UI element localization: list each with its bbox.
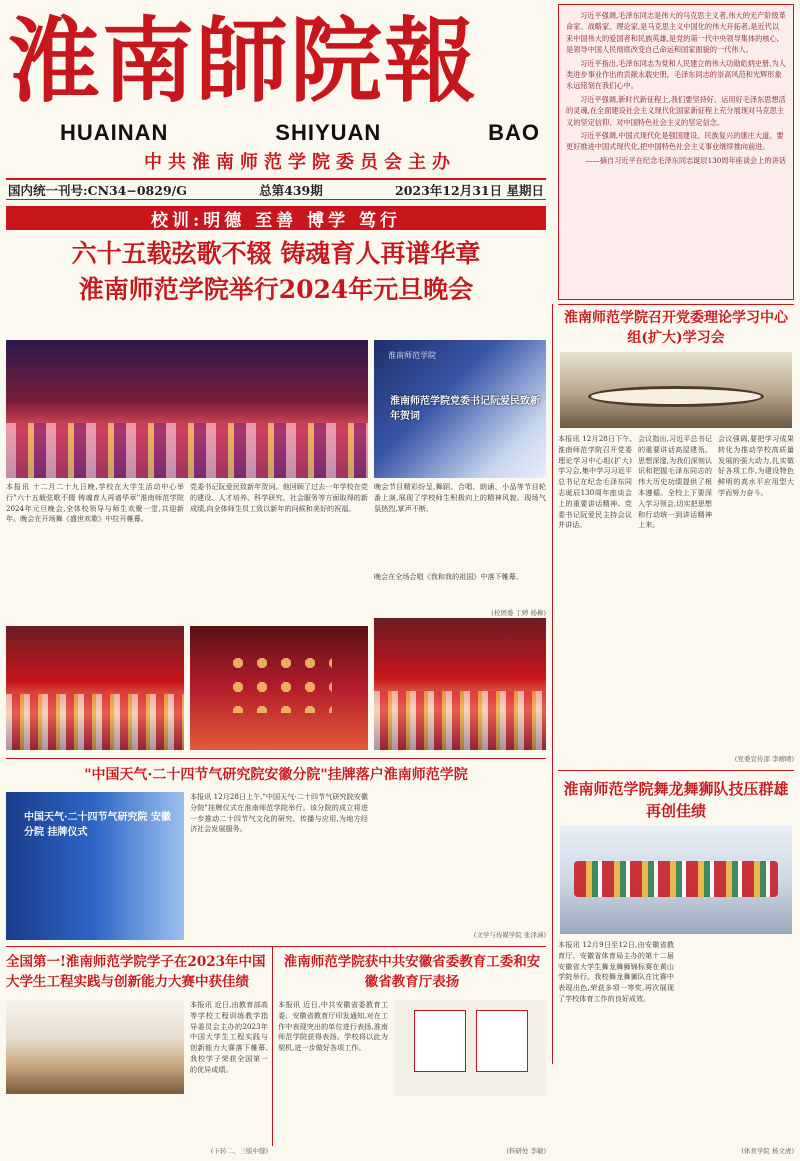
document-card [476, 1010, 528, 1072]
screen-logo: 淮南师范学院 [388, 351, 436, 360]
meeting-photo [560, 352, 792, 428]
ceremony-banner-text: 中国天气·二十四节气研究院 安徽分院 挂牌仪式 [24, 812, 171, 838]
story-3-col-1: 本报讯 12月28日上午,"中国天气·二十四节气研究院安徽分院"挂牌仪式在淮南师范学院举行。该分院的成立将进一步推动二十四节气文化的研究、传播与应用,为地方经济社会发展服务。 [190, 792, 368, 834]
column-divider [552, 304, 553, 1064]
screen-title: 淮南师范学院党委书记阮爱民致新年贺词 [390, 396, 540, 422]
right-1-col-2: 会议指出,习近平总书记的重要讲话高屋建瓴、思想深邃,为我们深刻认识和把握毛泽东同志的伟大历史功绩提供了根本遵循。全校上下要深入学习领会,切实把思想和行动统一到讲话精神上来。 [638, 434, 712, 530]
story-5-col-1: 本报讯 近日,中共安徽省委教育工委、安徽省教育厅印发通知,对在工作中表现突出的单位进行表扬,淮南师范学院获得表扬。学校将以此为契机,进一步做好各项工作。 [278, 1000, 388, 1053]
competition-photo [6, 1000, 184, 1094]
quote-paragraph: 习近平强调,毛泽东同志是伟大的马克思主义者,伟大的无产阶级革命家、战略家、理论家,是马克思主义中国化的伟大开拓者,是近代以来中国伟大的爱国者和民族英雄,是党的第一代中央领导集体的核心,是领导中国人民彻底改变自己命运和国家面貌的一代伟人。 [566, 11, 786, 55]
issue-info-row [6, 178, 546, 200]
lead-body-col-3: 晚会节目精彩纷呈,舞蹈、合唱、朗诵、小品等节目轮番上演,展现了学校师生积极向上的精神风貌。现场气氛热烈,掌声不断。 [374, 482, 546, 513]
right-story-2-title: 淮南师范学院舞龙舞狮队技压群雄再创佳绩 [563, 780, 789, 820]
lead-body-col-1: 本报讯 十二月二十九日晚,学校在大学生活动中心举行"六十五载弦歌不辍 铸魂育人再谱华章"淮南师范学院2024年元旦晚会,全体校领导与师生欢聚一堂,共迎新年。晚会在开场舞《盛世欢歌》中拉开帷幕。 [6, 482, 184, 524]
rule-line [6, 758, 546, 759]
headline-line-2: 淮南师范学院举行2024年元旦晚会 [78, 275, 474, 304]
story-5-title: 淮南师范学院获中共安徽省委教育工委和安徽省教育厅表扬 [283, 954, 541, 990]
gala-photo-2 [6, 626, 184, 750]
story-4-col-2 [6, 1100, 268, 1142]
gala-photo-4 [374, 618, 546, 750]
quote-signature: ——摘自习近平在纪念毛泽东同志诞辰130周年座谈会上的讲话 [585, 155, 786, 165]
masthead-pinyin [60, 120, 540, 146]
dragon-dance-photo [560, 826, 792, 934]
lead-body-col-2: 党委书记阮爱民致新年贺词。他回顾了过去一年学校在党的建设、人才培养、科学研究、社会服务等方面取得的新成绩,向全体师生员工致以新年的问候和美好的祝福。 [190, 482, 368, 513]
pinyin-2: SHIYUAN [275, 120, 382, 145]
quote-box [558, 4, 794, 300]
document-card [414, 1010, 466, 1072]
commendation-docs-photo [394, 1000, 546, 1096]
story-4-title: 全国第一!淮南师范学院学子在2023年中国大学生工程实践与创新能力大赛中获佳绩 [6, 954, 266, 990]
lead-body-col-4: 晚会在全场合唱《我和我的祖国》中落下帷幕。 [374, 572, 523, 581]
right-1-col-1: 本报讯 12月28日下午,淮南师范学院召开党委理论学习中心组(扩大)学习会,集中学习习近平总书记在纪念毛泽东同志诞辰130周年座谈会上的重要讲话精神。党委书记阮爱民主持会议并讲话。 [558, 434, 632, 530]
story-4-col-1: 本报讯 近日,由教育部高等学校工程训练教学指导委员会主办的2023年中国大学生工程实践与创新能力大赛落下帷幕,我校学子荣获全国第一的优异成绩。 [190, 1000, 268, 1074]
story-3-credit: (文学与传媒学院 张泽涵) [473, 931, 546, 939]
weekday-text: 星期日 [506, 182, 544, 198]
rule-line [558, 770, 794, 771]
right-1-col-3: 会议强调,要把学习成果转化为推动学校高质量发展的强大动力,扎实做好各项工作,为建设特色鲜明的高水平应用型大学而努力奋斗。 [718, 434, 794, 497]
lead-credit: (校团委 丁婷 杨柳) [491, 609, 546, 617]
issue-date [395, 181, 544, 199]
pinyin-3: BAO [488, 120, 540, 145]
right-2-col-1: 本报讯 12月9日至12日,由安徽省教育厅、安徽省体育局主办的第十二届安徽省大学生舞龙舞狮锦标赛在黄山学院举行。我校舞龙舞狮队在比赛中表现出色,荣获多项一等奖,再次展现了学校体育工作的良好成效。 [558, 940, 674, 1003]
lead-headline [6, 236, 546, 336]
motto-label: 校训: [150, 210, 204, 231]
rule-line [6, 946, 546, 947]
right-story-1-title: 淮南师范学院召开党委理论学习中心组(扩大)学习会 [564, 310, 788, 346]
right-2-credit: (体育学院 杨文虎) [741, 1147, 794, 1155]
gala-photo-main [6, 340, 368, 478]
column-divider [272, 946, 273, 1146]
quote-paragraph: 习近平强调,新时代新征程上,我们要坚持好、运用好毛泽东思想活的灵魂,在全面建设社会主义现代化国家新征程上充分展现对马克思主义的坚定信仰、对中国特色社会主义的坚定信念。 [566, 94, 786, 127]
motto-bar [6, 206, 546, 230]
pinyin-1: HUAINAN [60, 120, 169, 145]
rule-line [558, 304, 794, 305]
issue-total: 总第439期 [259, 182, 323, 198]
quote-paragraph: 习近平强调,中国式现代化是强国建设、民族复兴的康庄大道。要更好推进中国式现代化,把中国特色社会主义事业继续推向前进。 [566, 131, 784, 152]
quote-paragraph: 习近平指出,毛泽东同志为党和人民建立的伟大功勋彪炳史册,为人类进步事业作出的贡献永载史册。毛泽东同志的崇高风范和光辉形象永远铭刻在我们心中。 [566, 58, 786, 91]
story-3-title: "中国天气·二十四节气研究院安徽分院"挂牌落户淮南师范学院 [84, 767, 468, 783]
story-3-col-2 [374, 792, 546, 922]
masthead-title: 淮南師院報 [8, 7, 479, 115]
date-text: 2023年12月31日 [395, 182, 503, 198]
motto-text: 明德 至善 博学 笃行 [203, 210, 402, 231]
right-1-credit: (党委宣传部 李晴晴) [734, 755, 794, 763]
speech-screen-photo [374, 340, 546, 478]
plaque-ceremony-photo [6, 792, 184, 940]
story-5-credit: (科研处 李敏) [506, 1147, 546, 1155]
right-2-col-2 [680, 940, 794, 1136]
story-4-credit: (下转二、三版中缝) [210, 1147, 268, 1155]
gala-photo-3 [190, 626, 368, 750]
cn-number: 国内统一刊号:CN34−0829/G [8, 182, 187, 198]
headline-line-1: 六十五载弦歌不辍 铸魂育人再谱华章 [71, 239, 481, 268]
masthead [0, 0, 550, 232]
sponsor-line: 中共淮南师范学院委员会主办 [144, 152, 456, 173]
